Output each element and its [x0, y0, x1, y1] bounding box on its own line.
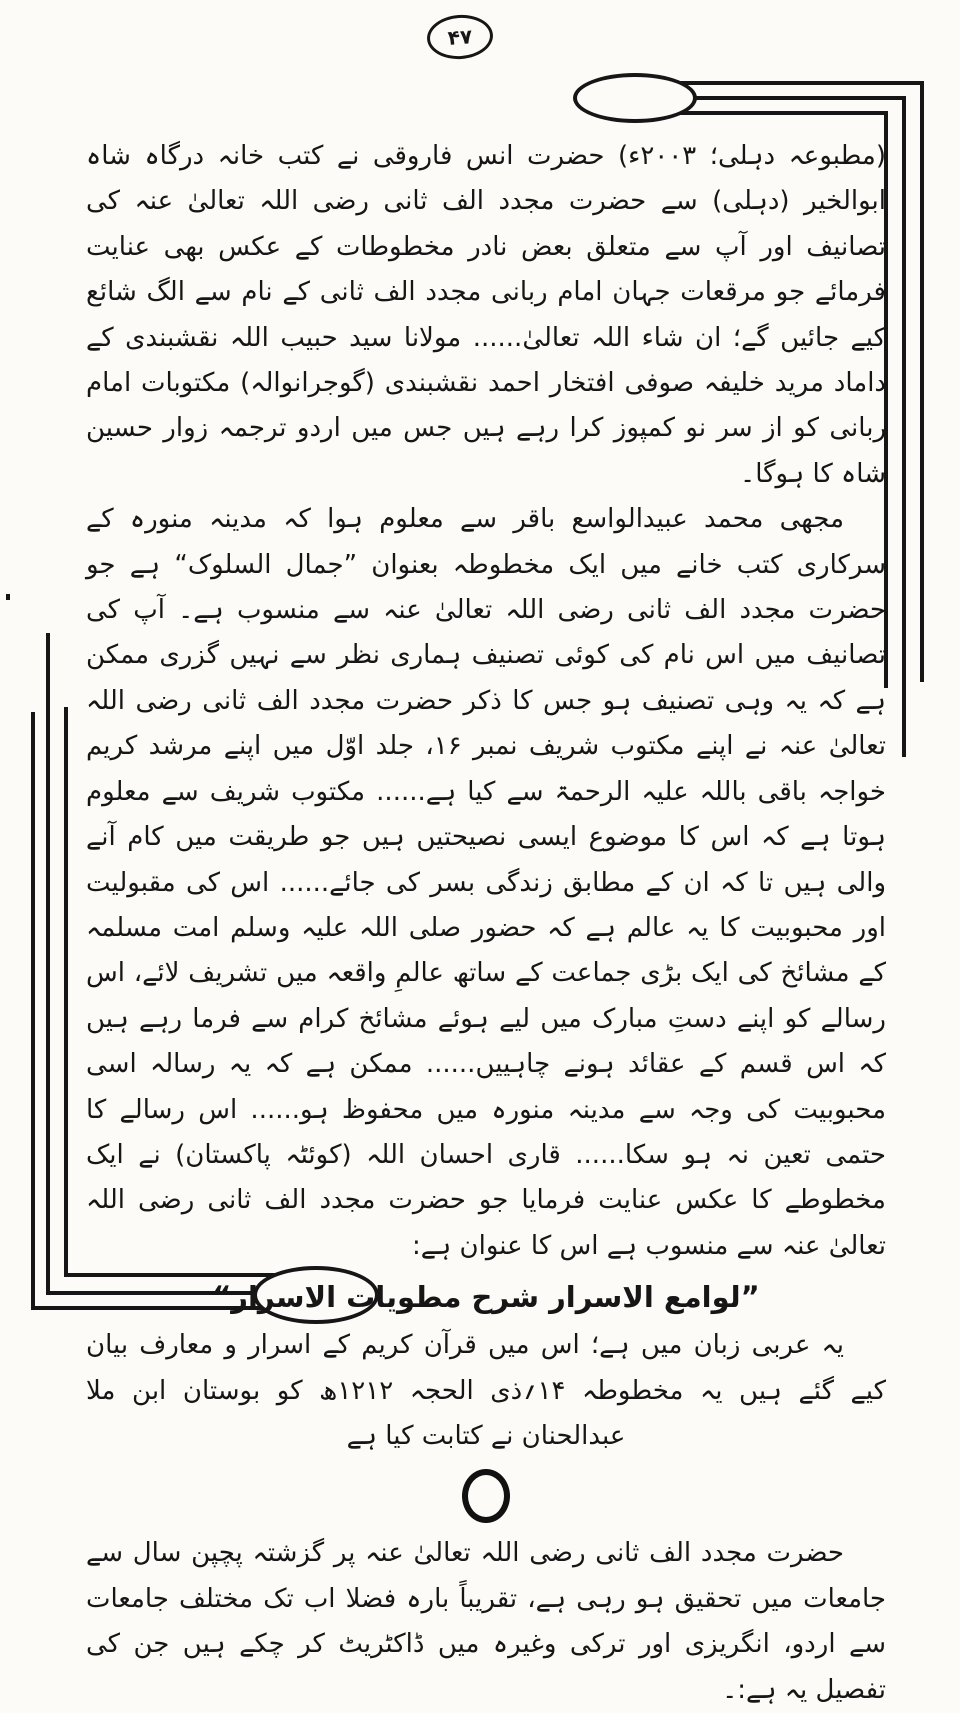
paragraph-jamal-us-sulook: مجھی محمد عبیدالواسع باقر سے معلوم ہوا کہ مدینہ منورہ کے سرکاری کتب خانے میں ایک مخطوطہ بعنوان ”جمال السلوک“ ہے جو حضرت مجدد الف ثانی رضی اللہ تعالیٰ عنہ سے منسوب ہے۔ آپ کی تصانیف میں اس نام کی کوئی تصنیف ہماری نظر سے نہیں گزری ممکن ہے کہ یہ وہی تصنیف ہو جس کا ذکر حضرت مجدد الف ثانی رضی اللہ تعالیٰ عنہ نے اپنے مکتوب شریف نمبر ۱۶، جلد اوّل میں اپنے مرشد کریم خواجہ باقی باللہ علیہ الرحمۃ سے کیا ہے...... مکتوب شریف سے معلوم ہوتا ہے کہ اس کا موضوع ایسی نصیحتیں ہیں جو طریقت میں کام آنے والی ہیں تا کہ ان کے مطابق زندگی بسر کی جائے...... اس کی مقبولیت اور محبوبیت کا یہ عالم ہے کہ حضور صلی اللہ علیہ وسلم امت مسلمہ کے مشائخ کی ایک بڑی جماعت کے ساتھ عالمِ واقعہ میں تشریف لائے، اس رسالے کو اپنے دستِ مبارک میں لیے ہوئے مشائخ کرام سے فرما رہے ہیں کہ اس قسم کے عقائد ہونے چاہییں...... ممکن ہے کہ یہ رسالہ اسی محبوبیت کی وجہ سے مدینہ منورہ میں محفوظ ہو...... اس رسالے کا حتمی تعین نہ ہو سکا...... قاری احسان اللہ (کوئٹہ پاکستان) نے ایک مخطوطے کا عکس عنایت فرمایا جو حضرت مجدد الف ثانی رضی اللہ تعالیٰ عنہ سے منسوب ہے اس کا عنوان ہے: — [86, 504, 886, 1261]
section-divider-circle-icon — [462, 1469, 510, 1523]
page-number-ornament — [426, 13, 495, 61]
book-title: ”لوامع الاسرار شرح مطویات الاسرار“ — [212, 1280, 760, 1315]
paragraph-publisher-note: (مطبوعہ دہلی؛ ۲۰۰۳ء) حضرت انس فاروقی نے کتب خانہ درگاہ شاہ ابوالخیر (دہلی) سے حضرت مجدد الف ثانی رضی اللہ تعالیٰ عنہ کی تصانیف اور آپ سے متعلق بعض نادر مخطوطات کے عکس بھی عنایت فرمائے جو مرقعات جہان امام ربانی مجدد الف ثانی کے نام سے الگ شائع کیے جائیں گے؛ ان شاء اللہ تعالیٰ...... مولانا سید حبیب اللہ نقشبندی کے داماد مرید خلیفہ صوفی افتخار احمد نقشبندی (گوجرانوالہ) مکتوبات امام ربانی کو از سر نو کمپوز کرا رہے ہیں جس میں اردو ترجمہ زوار حسین شاہ کا ہوگا۔ — [86, 141, 886, 489]
page-body — [86, 134, 886, 1713]
scan-speck — [6, 594, 10, 600]
paragraph-manuscript-details: یہ عربی زبان میں ہے؛ اس میں قرآن کریم کے اسرار و معارف بیان کیے گئے ہیں یہ مخطوطہ ۱۴؍ذی الحجہ ۱۲۱۲ھ کو بوستان ابن ملا عبدالحنان نے کتابت کیا ہے — [86, 1330, 887, 1451]
ellipse-ornament-top — [573, 73, 697, 123]
page-number: ۴۷ — [446, 24, 474, 50]
paragraph-research-note: حضرت مجدد الف ثانی رضی اللہ تعالیٰ عنہ پر گزشتہ پچپن سال سے جامعات میں تحقیق ہو رہی ہے، تقریباً بارہ فضلا اب تک مختلف جامعات سے اردو، انگریزی اور ترکی وغیرہ میں ڈاکٹریٹ کر چکے ہیں جن کی تفصیل یہ ہے:۔ — [86, 1538, 886, 1705]
